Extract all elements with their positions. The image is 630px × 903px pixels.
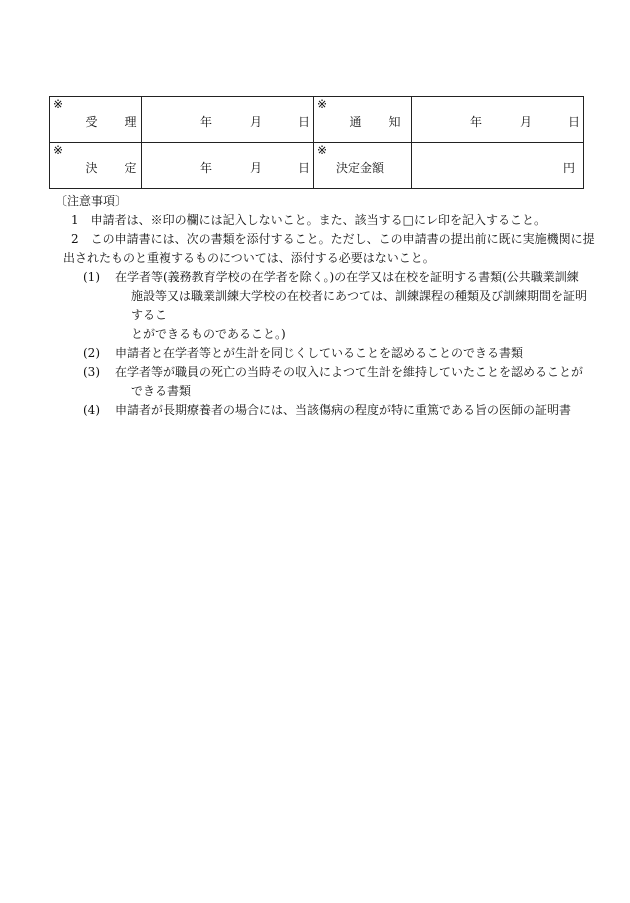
- note-sub-3-cont: [55, 382, 595, 401]
- label-char: 知: [388, 115, 401, 129]
- decision-label-cell: [50, 143, 142, 189]
- notes-section: [55, 192, 595, 420]
- receipt-label-cell: [50, 97, 142, 143]
- office-row-receipt-notice: [50, 97, 584, 143]
- yen-unit: 円: [562, 161, 575, 175]
- note-sub-1-cont: [55, 287, 595, 325]
- sub-text: 在学者等(義務教育学校の在学者を除く。)の在学又は在校を証明する書類(公共職業訓練: [115, 270, 579, 284]
- sub-number: (2): [83, 346, 100, 360]
- office-use-mark: ※: [53, 97, 64, 111]
- notice-date-field[interactable]: [412, 97, 584, 143]
- label-char: 通: [349, 115, 362, 129]
- receipt-label: [72, 115, 150, 129]
- decided-amount-label: 決定金額: [336, 161, 385, 175]
- day-label: 日: [568, 115, 581, 129]
- note-item-2-line2: 出されたものと重複するものについては、添付する必要はないこと。: [63, 251, 435, 265]
- year-label: 年: [200, 115, 213, 129]
- month-label: 月: [250, 161, 263, 175]
- label-char: 決: [85, 161, 98, 175]
- sub-text: 在学者等が職員の死亡の当時その収入によつて生計を維持していたことを認めることが: [115, 365, 584, 379]
- amount-label-cell: [314, 143, 412, 189]
- sub-number: (4): [83, 403, 100, 417]
- sub-text-continued: できる書類: [131, 384, 192, 398]
- sub-number: (1): [83, 270, 100, 284]
- label-char: 定: [124, 161, 137, 175]
- sub-text-continued: とができるものであること。): [131, 327, 286, 341]
- day-label: 日: [298, 161, 311, 175]
- office-use-mark: ※: [53, 143, 64, 157]
- notice-label-cell: [314, 97, 412, 143]
- note-item-1: 1 申請者は、※印の欄には記入しないこと。また、該当する□にレ印を記入すること。: [71, 213, 546, 227]
- office-row-decision-amount: [50, 143, 584, 189]
- office-use-mark: ※: [317, 97, 328, 111]
- decision-date-field[interactable]: [142, 143, 314, 189]
- note-sub-1-cont2: [55, 325, 595, 344]
- year-label: 年: [470, 115, 483, 129]
- day-label: 日: [298, 115, 311, 129]
- sub-text: 申請者と在学者等とが生計を同じくしていることを認めることのできる書類: [115, 346, 524, 360]
- note-sub-3: [55, 363, 595, 382]
- note-sub-4: [55, 401, 595, 420]
- month-label: 月: [520, 115, 533, 129]
- notes-title: 〔注意事項〕: [55, 194, 128, 208]
- label-char: 理: [124, 115, 137, 129]
- office-use-mark: ※: [317, 143, 328, 157]
- note-sub-2: [55, 344, 595, 363]
- month-label: 月: [250, 115, 263, 129]
- decision-label: [72, 161, 150, 175]
- note-item-2-line1: 2 この申請書には、次の書類を添付すること。ただし、この申請書の提出前に既に実施機関に提: [71, 232, 595, 246]
- year-label: 年: [200, 161, 213, 175]
- decided-amount-field[interactable]: [412, 143, 584, 189]
- office-use-table: [49, 96, 584, 189]
- note-sub-1: [55, 268, 595, 287]
- sub-number: (3): [83, 365, 100, 379]
- sub-text: 申請者が長期療養者の場合には、当該傷病の程度が特に重篤である旨の医師の証明書: [115, 403, 572, 417]
- label-char: 受: [85, 115, 98, 129]
- receipt-date-field[interactable]: [142, 97, 314, 143]
- sub-text-continued: 施設等又は職業訓練大学校の在校者にあつては、訓練課程の種類及び訓練期間を証明するこ: [131, 289, 588, 322]
- notice-label: [336, 115, 414, 129]
